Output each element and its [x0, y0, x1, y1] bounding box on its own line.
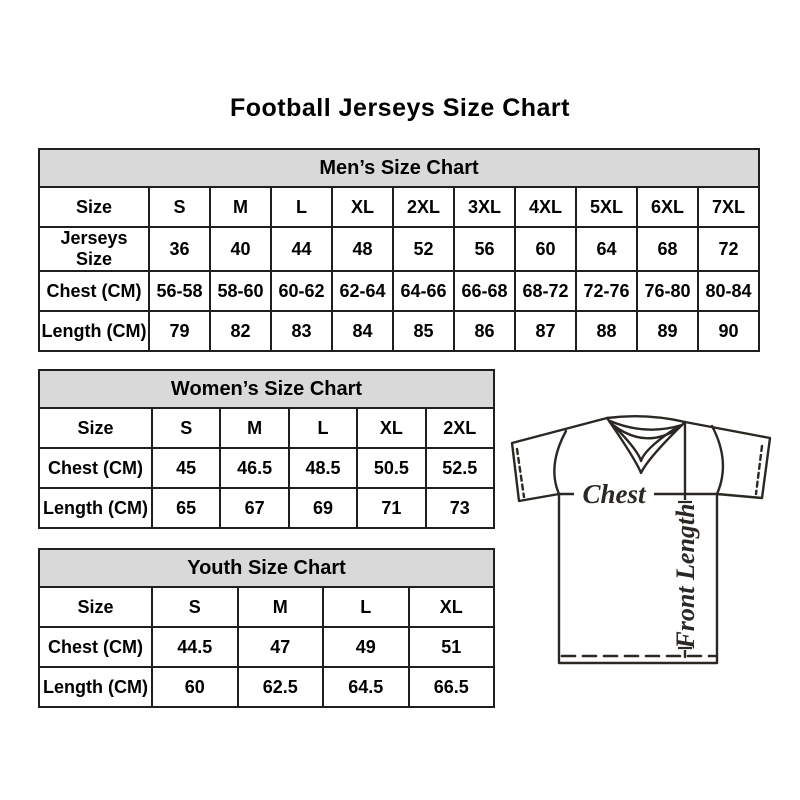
value-cell: 52.5: [426, 448, 494, 488]
value-cell: 62-64: [332, 271, 393, 311]
value-cell: 68-72: [515, 271, 576, 311]
value-cell: 58-60: [210, 271, 271, 311]
value-cell: L: [289, 408, 357, 448]
value-cell: 66-68: [454, 271, 515, 311]
value-cell: 56-58: [149, 271, 210, 311]
mens-table-title: Men’s Size Chart: [39, 149, 759, 187]
value-cell: 44.5: [152, 627, 238, 667]
value-cell: 67: [220, 488, 288, 528]
youth-table-title: Youth Size Chart: [39, 549, 494, 587]
value-cell: M: [210, 187, 271, 227]
value-cell: S: [149, 187, 210, 227]
youth-size-table: [38, 548, 495, 708]
row-label-cell: Chest (CM): [39, 271, 149, 311]
value-cell: 79: [149, 311, 210, 351]
row-label-cell: Size: [39, 187, 149, 227]
value-cell: 7XL: [698, 187, 759, 227]
row-label-cell: Size: [39, 587, 152, 627]
value-cell: 48.5: [289, 448, 357, 488]
table-row: [39, 667, 494, 707]
table-row: [39, 627, 494, 667]
value-cell: 49: [323, 627, 409, 667]
value-cell: 72-76: [576, 271, 637, 311]
table-header-row: [39, 549, 494, 587]
row-label-cell: Jerseys Size: [39, 227, 149, 271]
table-row: [39, 227, 759, 271]
value-cell: 89: [637, 311, 698, 351]
row-label-cell: Length (CM): [39, 311, 149, 351]
value-cell: 48: [332, 227, 393, 271]
value-cell: 87: [515, 311, 576, 351]
value-cell: 80-84: [698, 271, 759, 311]
table-row: [39, 187, 759, 227]
value-cell: 82: [210, 311, 271, 351]
mens-size-table: [38, 148, 760, 352]
value-cell: 73: [426, 488, 494, 528]
value-cell: 64: [576, 227, 637, 271]
value-cell: 90: [698, 311, 759, 351]
value-cell: 66.5: [409, 667, 495, 707]
value-cell: 56: [454, 227, 515, 271]
row-label-cell: Size: [39, 408, 152, 448]
value-cell: 86: [454, 311, 515, 351]
row-label-cell: Chest (CM): [39, 627, 152, 667]
jersey-outline: [512, 416, 770, 663]
value-cell: 64.5: [323, 667, 409, 707]
table-header-row: [39, 370, 494, 408]
womens-size-table: [38, 369, 495, 529]
value-cell: 2XL: [393, 187, 454, 227]
value-cell: XL: [409, 587, 495, 627]
table-row: [39, 448, 494, 488]
table-header-row: [39, 149, 759, 187]
value-cell: 2XL: [426, 408, 494, 448]
value-cell: L: [323, 587, 409, 627]
value-cell: 45: [152, 448, 220, 488]
value-cell: 46.5: [220, 448, 288, 488]
row-label-cell: Chest (CM): [39, 448, 152, 488]
table-row: [39, 408, 494, 448]
value-cell: 44: [271, 227, 332, 271]
value-cell: XL: [332, 187, 393, 227]
value-cell: 3XL: [454, 187, 515, 227]
value-cell: 62.5: [238, 667, 324, 707]
table-row: [39, 311, 759, 351]
value-cell: 65: [152, 488, 220, 528]
value-cell: 50.5: [357, 448, 425, 488]
value-cell: 5XL: [576, 187, 637, 227]
jersey-measurement-diagram: [498, 400, 788, 675]
front-length-label: Front Length: [671, 503, 700, 649]
value-cell: 40: [210, 227, 271, 271]
page-title: Football Jerseys Size Chart: [229, 94, 570, 122]
value-cell: 76-80: [637, 271, 698, 311]
value-cell: 83: [271, 311, 332, 351]
value-cell: XL: [357, 408, 425, 448]
value-cell: 88: [576, 311, 637, 351]
value-cell: L: [271, 187, 332, 227]
value-cell: 47: [238, 627, 324, 667]
value-cell: 52: [393, 227, 454, 271]
womens-table-title: Women’s Size Chart: [39, 370, 494, 408]
value-cell: 60: [152, 667, 238, 707]
value-cell: 84: [332, 311, 393, 351]
value-cell: 64-66: [393, 271, 454, 311]
value-cell: 68: [637, 227, 698, 271]
value-cell: S: [152, 408, 220, 448]
row-label-cell: Length (CM): [39, 667, 152, 707]
value-cell: M: [238, 587, 324, 627]
value-cell: 4XL: [515, 187, 576, 227]
table-row: [39, 587, 494, 627]
table-row: [39, 271, 759, 311]
value-cell: 60-62: [271, 271, 332, 311]
value-cell: S: [152, 587, 238, 627]
value-cell: 69: [289, 488, 357, 528]
value-cell: 36: [149, 227, 210, 271]
value-cell: 72: [698, 227, 759, 271]
value-cell: M: [220, 408, 288, 448]
value-cell: 60: [515, 227, 576, 271]
chest-label: Chest: [582, 479, 646, 509]
value-cell: 51: [409, 627, 495, 667]
value-cell: 71: [357, 488, 425, 528]
table-row: [39, 488, 494, 528]
value-cell: 6XL: [637, 187, 698, 227]
value-cell: 85: [393, 311, 454, 351]
row-label-cell: Length (CM): [39, 488, 152, 528]
